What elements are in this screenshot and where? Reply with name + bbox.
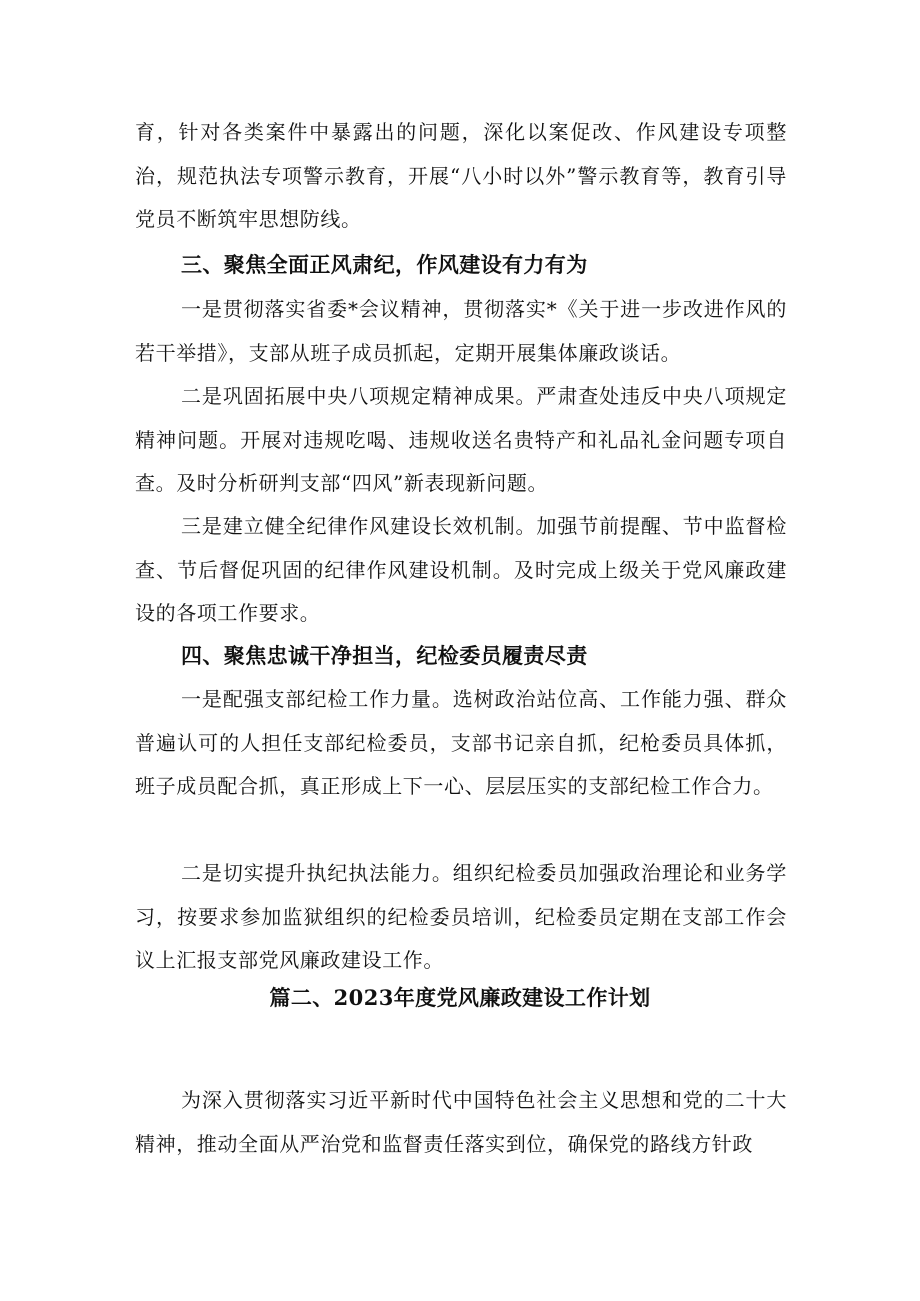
section-3-paragraph-1: 一是贯彻落实省委*会议精神，贯彻落实*《关于进一步改进作风的若干举措》，支部从班子成员抓起，定期开展集体廉政谈话。	[135, 297, 787, 365]
continuation-paragraph: 育，针对各类案件中暴露出的问题，深化以案促改、作风建设专项整治，规范执法专项警示教育，开展“八小时以外”警示教育等，教育引导党员不断筑牢思想防线。	[135, 120, 787, 231]
section-4-paragraph-2: 二是切实提升执纪执法能力。组织纪检委员加强政治理论和业务学习，按要求参加监狱组织的纪检委员培训，纪检委员定期在支部工作会议上汇报支部党风廉政建设工作。	[135, 861, 787, 972]
section-3-heading: 三、聚焦全面正风肃纪，作风建设有力有为	[181, 253, 588, 277]
part-2-title: 篇二、2023年度党风廉政建设工作计划	[269, 985, 651, 1010]
section-4-heading: 四、聚焦忠诚干净担当，纪检委员履责尽责	[181, 644, 588, 668]
section-4-paragraph-1: 一是配强支部纪检工作力量。选树政治站位高、工作能力强、群众普遍认可的人担任支部纪检委员，支部书记亲自抓，纪枪委员具体抓，班子成员配合抓，真正形成上下一心、层层压实的支部纪检工作合力。	[135, 687, 787, 798]
section-3-paragraph-3: 三是建立健全纪律作风建设长效机制。加强节前提醒、节中监督检查、节后督促巩固的纪律作风建设机制。及时完成上级关于党风廉政建设的各项工作要求。	[135, 514, 787, 625]
section-3-paragraph-2: 二是巩固拓展中央八项规定精神成果。严肃查处违反中央八项规定精神问题。开展对违规吃喝、违规收送名贵特产和礼品礼金问题专项自查。及时分析研判支部“四风”新表现新问题。	[135, 384, 787, 495]
part-2-intro-paragraph: 为深入贯彻落实习近平新时代中国特色社会主义思想和党的二十大精神，推动全面从严治党和监督责任落实到位，确保党的路线方针政	[135, 1088, 787, 1156]
